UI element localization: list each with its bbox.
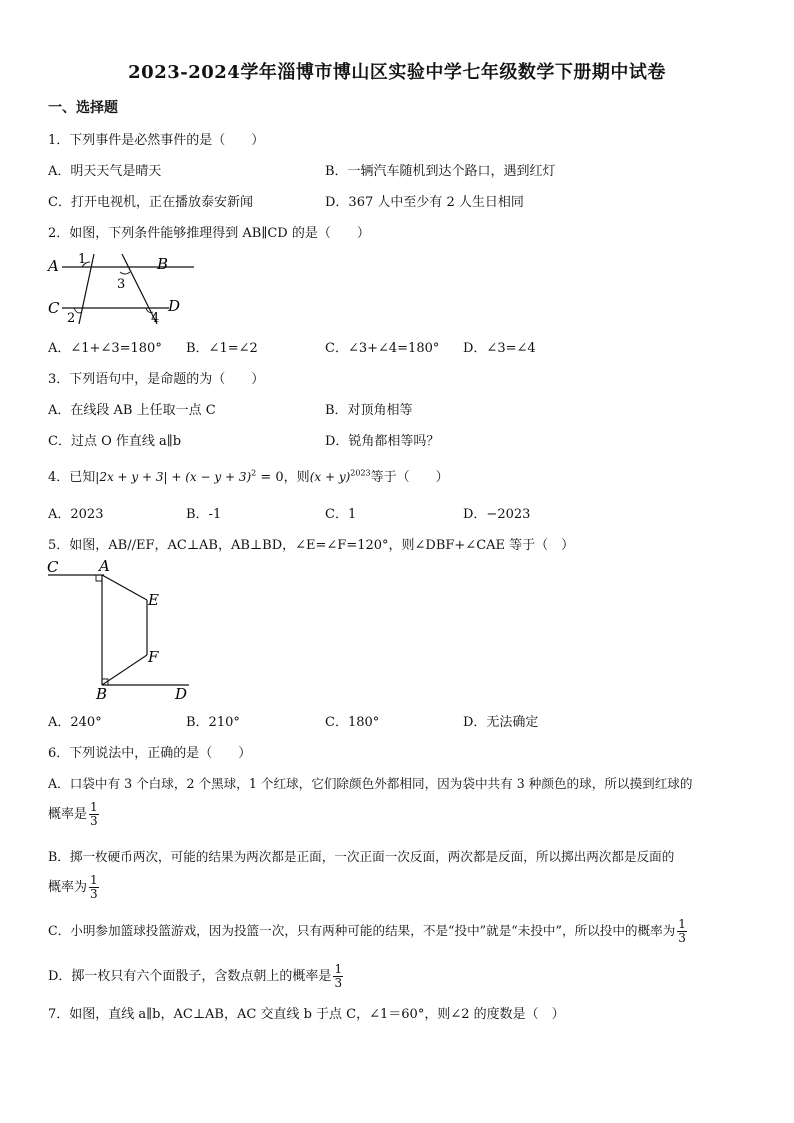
label-e: E bbox=[148, 591, 159, 609]
q3-option-d: D．锐角都相等吗？ bbox=[325, 434, 440, 449]
q3-stem: 3．下列语句中，是命题的为（ ） bbox=[48, 372, 265, 387]
frac-den: 3 bbox=[678, 931, 686, 945]
label-a: A bbox=[48, 257, 59, 275]
q4-option-a: A．2023 bbox=[48, 507, 104, 522]
q1-option-a: A．明天天气是晴天 bbox=[48, 164, 162, 179]
section-heading: 一、选择题 bbox=[48, 100, 118, 116]
q2-option-d: D．∠3=∠4 bbox=[463, 341, 536, 356]
label-c: C bbox=[47, 558, 59, 576]
angle-4: 4 bbox=[151, 311, 160, 326]
q6-option-a-line1: A．口袋中有 3 个白球，2 个黑球，1 个红球，它们除颜色外都相同，因为袋中共有 3 种颜色的球，所以摸到红球的 bbox=[48, 776, 693, 791]
q3-option-b: B．对顶角相等 bbox=[325, 403, 413, 418]
segment-fb bbox=[102, 655, 147, 685]
label-b: B bbox=[157, 255, 169, 273]
q5-stem: 5．如图，AB//EF，AC⊥AB，AB⊥BD，∠E=∠F=120°，则∠DBF+∠CAE 等于（ ） bbox=[48, 538, 575, 553]
q6-option-c-text: C．小明参加篮球投篮游戏，因为投篮一次，只有两种可能的结果，不是“投中”就是“未投中”，所以投中的概率为 bbox=[48, 923, 676, 938]
label-a: A bbox=[99, 558, 110, 575]
q3-option-a: A．在线段 AB 上任取一点 C bbox=[48, 403, 216, 418]
q5-option-a: A．240° bbox=[48, 715, 102, 730]
q6-stem: 6．下列说法中，正确的是（ ） bbox=[48, 746, 252, 761]
q6-option-b-tail: 概率为 bbox=[48, 880, 88, 895]
frac-den: 3 bbox=[90, 887, 98, 901]
q4-exp1: 2 bbox=[251, 468, 257, 478]
q1-stem: 1．下列事件是必然事件的是（ ） bbox=[48, 133, 265, 148]
q4-expr2: (x + y) bbox=[309, 470, 351, 484]
fraction-one-third bbox=[89, 874, 99, 901]
q4-option-c: C．1 bbox=[325, 507, 357, 522]
q6-option-d bbox=[48, 963, 343, 990]
angle-1: 1 bbox=[78, 252, 87, 267]
q5-option-c: C．180° bbox=[325, 715, 380, 730]
q2-figure bbox=[44, 250, 194, 330]
frac-num: 1 bbox=[334, 962, 343, 976]
angle-3: 3 bbox=[117, 277, 126, 292]
q4-post: 等于（ ） bbox=[370, 470, 449, 485]
q1-option-c: C．打开电视机，正在播放泰安新闻 bbox=[48, 195, 253, 210]
q4-option-b: B．-1 bbox=[186, 507, 222, 522]
q1-option-b: B．一辆汽车随机到达个路口，遇到红灯 bbox=[325, 164, 556, 179]
q4-pre: 4．已知 bbox=[48, 470, 96, 485]
fraction-one-third bbox=[89, 801, 99, 828]
label-c: C bbox=[48, 299, 60, 317]
q5-option-d: D．无法确定 bbox=[463, 715, 539, 730]
q2-option-a: A．∠1+∠3=180° bbox=[48, 341, 162, 356]
angle-2: 2 bbox=[67, 311, 76, 326]
q4-mid: = 0，则 bbox=[256, 470, 310, 485]
q6-option-b-line1: B．掷一枚硬币两次，可能的结果为两次都是正面，一次正面一次反面，两次都是反面，所以掷出两次都是反面的 bbox=[48, 849, 675, 864]
q4-expr1: |2x + y + 3| + (x − y + 3) bbox=[95, 470, 252, 484]
q2-stem: 2．如图，下列条件能够推理得到 AB∥CD 的是（ ） bbox=[48, 226, 370, 241]
fraction-one-third bbox=[677, 918, 687, 945]
q4-stem bbox=[48, 466, 449, 485]
frac-den: 3 bbox=[90, 814, 98, 828]
q6-option-c bbox=[48, 918, 687, 945]
q6-option-a-line2 bbox=[48, 801, 99, 828]
q2-option-b: B．∠1=∠2 bbox=[186, 341, 258, 356]
label-b: B bbox=[96, 685, 108, 703]
fraction-one-third bbox=[333, 963, 343, 990]
q5-option-b: B．210° bbox=[186, 715, 240, 730]
q7-stem: 7．如图，直线 a∥b，AC⊥AB，AC 交直线 b 于点 C，∠1＝60°，则∠2 的度数是（ ） bbox=[48, 1007, 565, 1022]
q6-option-b-line2 bbox=[48, 874, 99, 901]
q1-option-d: D．367 人中至少有 2 人生日相同 bbox=[325, 195, 524, 210]
q6-option-a-tail: 概率是 bbox=[48, 807, 88, 822]
q3-option-c: C．过点 O 作直线 a∥b bbox=[48, 434, 182, 449]
label-d: D bbox=[175, 685, 188, 703]
q2-option-c: C．∠3+∠4=180° bbox=[325, 341, 440, 356]
exam-title: 2023-2024学年淄博市博山区实验中学七年级数学下册期中试卷 bbox=[128, 62, 666, 83]
frac-num: 1 bbox=[90, 873, 98, 887]
frac-den: 3 bbox=[334, 976, 343, 990]
frac-num: 1 bbox=[90, 800, 98, 814]
q4-exp2: 2023 bbox=[350, 468, 371, 478]
q5-figure bbox=[44, 558, 194, 703]
label-f: F bbox=[148, 648, 159, 666]
q4-option-d: D．−2023 bbox=[463, 507, 531, 522]
segment-ae bbox=[102, 575, 147, 600]
q6-option-d-text: D．掷一枚只有六个面骰子，含数点朝上的概率是 bbox=[48, 969, 332, 984]
right-angle-a bbox=[96, 575, 102, 581]
frac-num: 1 bbox=[678, 917, 686, 931]
label-d: D bbox=[168, 297, 181, 315]
